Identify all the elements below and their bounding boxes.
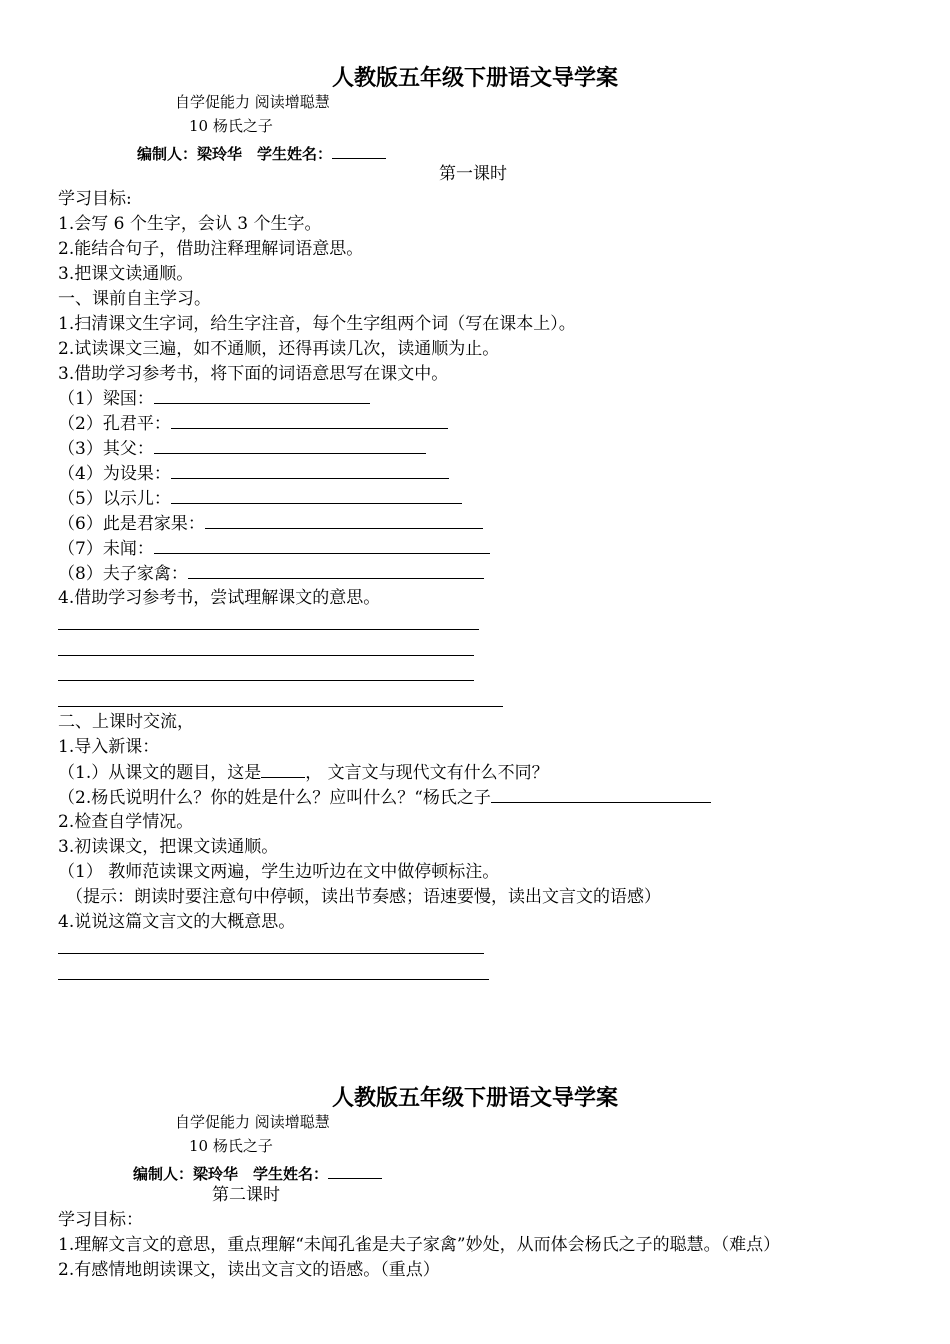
vocab-label: （8）夫子家禽： (58, 564, 188, 584)
editor-label: 编制人：梁玲华 学生姓名： (133, 1165, 329, 1183)
task-item: 3.借助学习参考书，将下面的词语意思写在课文中。 (58, 364, 449, 384)
vocab-item (58, 561, 484, 587)
class-item: 1.导入新课： (58, 737, 160, 757)
answer-blank[interactable] (171, 411, 448, 429)
goal-item: 2.有感情地朗读课文，读出文言文的语感。（重点） (58, 1260, 440, 1280)
answer-blank[interactable] (154, 536, 490, 554)
vocab-item (58, 386, 370, 412)
period-label: 第一课时 (439, 164, 507, 184)
vocab-item (58, 486, 462, 512)
answer-line[interactable] (58, 979, 489, 980)
task-item: 2.试读课文三遍，如不通顺，还得再读几次，读通顺为止。 (58, 339, 500, 359)
answer-blank[interactable] (171, 486, 462, 504)
question-text: ， 文言文与现代文有什么不同？ (305, 763, 549, 783)
vocab-label: （4）为设果： (58, 464, 171, 484)
goal-item: 1.会写 6 个生字，会认 3 个生字。 (58, 214, 322, 234)
editor-label: 编制人：梁玲华 学生姓名： (137, 145, 333, 163)
subtitle: 自学促能力 阅读增聪慧 (175, 93, 330, 111)
answer-line[interactable] (58, 629, 479, 630)
class-item: 2.检查自学情况。 (58, 812, 194, 832)
vocab-label: （6）此是君家果： (58, 514, 205, 534)
section-heading: 一、课前自主学习。 (58, 289, 211, 309)
answer-blank[interactable] (205, 511, 483, 529)
vocab-label: （7）未闻： (58, 539, 154, 559)
answer-line[interactable] (58, 706, 503, 707)
answer-blank[interactable] (154, 386, 370, 404)
vocab-label: （1）梁国： (58, 389, 154, 409)
goal-item: 2.能结合句子，借助注释理解词语意思。 (58, 239, 364, 259)
page-title: 人教版五年级下册语文导学案 (331, 65, 618, 91)
vocab-label: （5）以示儿： (58, 489, 171, 509)
answer-blank[interactable] (261, 760, 305, 778)
class-item: 3.初读课文，把课文读通顺。 (58, 837, 279, 857)
answer-line[interactable] (58, 655, 474, 656)
answer-blank[interactable] (491, 785, 711, 803)
goal-item: 1.理解文言文的意思，重点理解“未闻孔雀是夫子家禽”妙处，从而体会杨氏之子的聪慧。（难点） (58, 1235, 781, 1255)
lesson-name: 10 杨氏之子 (189, 117, 273, 135)
answer-blank[interactable] (171, 461, 449, 479)
page-title: 人教版五年级下册语文导学案 (331, 1085, 618, 1111)
answer-blank[interactable] (188, 561, 484, 579)
vocab-label: （2）孔君平： (58, 414, 171, 434)
editor-line (133, 1161, 382, 1184)
lesson-name: 10 杨氏之子 (189, 1137, 273, 1155)
period-label: 第二课时 (212, 1185, 280, 1205)
task-item: 4.借助学习参考书，尝试理解课文的意思。 (58, 588, 381, 608)
goal-item: 3.把课文读通顺。 (58, 264, 194, 284)
vocab-item (58, 511, 483, 537)
vocab-item (58, 436, 426, 462)
vocab-item (58, 461, 449, 487)
question-text: （1.）从课文的题目，这是 (58, 763, 262, 783)
answer-line[interactable] (58, 680, 474, 681)
subtitle: 自学促能力 阅读增聪慧 (175, 1113, 330, 1131)
task-item: 1.扫清课文生字词，给生字注音，每个生字组两个词（写在课本上）。 (58, 314, 576, 334)
class-item (58, 760, 549, 786)
answer-blank[interactable] (154, 436, 426, 454)
student-name-blank[interactable] (332, 141, 386, 159)
answer-line[interactable] (58, 953, 484, 954)
goals-heading: 学习目标: (58, 189, 132, 209)
section-heading: 二、上课时交流， (58, 712, 194, 732)
vocab-label: （3）其父： (58, 439, 154, 459)
class-item: 4.说说这篇文言文的大概意思。 (58, 912, 296, 932)
class-item (58, 785, 711, 811)
question-text: （2.杨氏说明什么？你的姓是什么？应叫什么？“杨氏之子 (58, 788, 491, 808)
goals-heading: 学习目标： (58, 1210, 143, 1230)
student-name-blank[interactable] (328, 1161, 382, 1179)
vocab-item (58, 411, 448, 437)
tip-text: （提示：朗读时要注意句中停顿，读出节奏感；语速要慢，读出文言文的语感） (66, 887, 661, 907)
editor-line (137, 141, 386, 164)
class-item: （1） 教师范读课文两遍，学生边听边在文中做停顿标注。 (58, 862, 500, 882)
vocab-item (58, 536, 490, 562)
